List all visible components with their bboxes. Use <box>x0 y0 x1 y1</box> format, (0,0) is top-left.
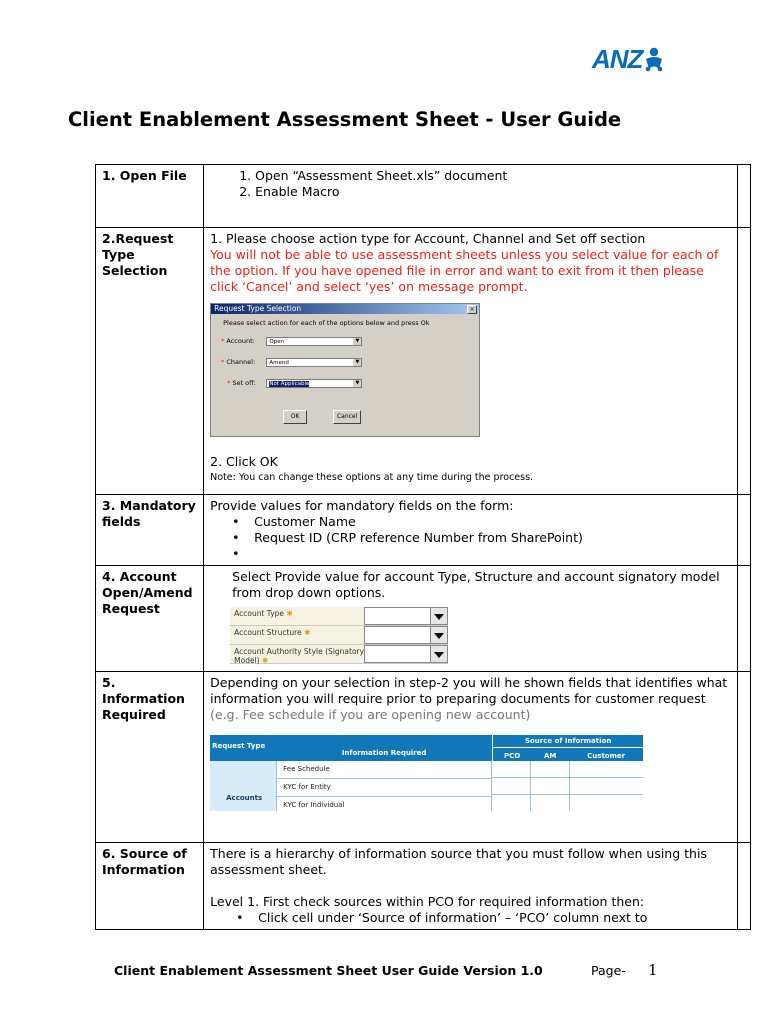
ok-button[interactable]: OK <box>283 410 307 424</box>
warning-text: You will not be able to use assessment sheets unless you select value for each of the option. If you have opened file in error and want to exit from it then please click ‘Cancel’ and select ‘yes’ on message prompt. <box>210 247 719 294</box>
row-source <box>96 843 751 930</box>
field-label <box>230 607 364 625</box>
list-item <box>254 546 731 562</box>
table-body <box>210 761 643 811</box>
group-cell <box>210 761 276 811</box>
table-header <box>210 735 643 761</box>
account-type-select[interactable] <box>364 607 448 625</box>
row-margin-cell <box>737 228 750 495</box>
dropdown-arrow-icon <box>430 627 447 643</box>
required-star: * <box>221 337 225 345</box>
items-column <box>276 761 491 811</box>
field-label <box>230 645 364 663</box>
required-icon: ✱ <box>304 628 311 637</box>
source-list <box>210 910 731 926</box>
logo-text: ANZ <box>592 44 643 74</box>
request-type-dialog <box>210 303 480 437</box>
row-margin-cell <box>737 165 750 228</box>
dropdown-arrow-icon: ▼ <box>353 338 361 345</box>
dropdown-arrow-icon: ▼ <box>353 359 361 366</box>
field-label-text: Account Structure <box>234 628 302 637</box>
list-item: • Customer Name <box>254 514 731 530</box>
mandatory-list <box>210 514 731 562</box>
paragraph: Level 1. First check sources within PCO for required information then: <box>210 894 645 909</box>
paragraph: There is a hierarchy of information source that you must follow when using this assessment sheet. <box>210 846 707 877</box>
dialog-field-account <box>221 336 362 346</box>
dropdown-arrow-icon <box>430 608 447 624</box>
col-source <box>492 735 643 761</box>
col-source-title: Source of Information <box>493 735 643 748</box>
dropdown-arrow-icon <box>430 646 447 662</box>
row-margin-cell <box>737 843 750 930</box>
table-row: KYC for Individual <box>277 797 491 811</box>
field-label-text: Account Authority Style (Signatory Model) <box>234 647 365 665</box>
account-structure-row <box>230 626 448 645</box>
row-label: 1. Open File <box>96 165 204 228</box>
required-star: * <box>221 358 225 366</box>
row-content <box>204 165 738 228</box>
required-icon: ✱ <box>286 609 293 618</box>
footer-text: Client Enablement Assessment Sheet User Guide Version 1.0 <box>114 963 543 978</box>
footer-page-label: Page- <box>591 963 626 978</box>
field-label: Channel: <box>226 358 256 366</box>
row-content <box>204 566 738 672</box>
cancel-button[interactable]: Cancel <box>333 410 361 424</box>
table-row: Fee Schedule <box>277 761 491 779</box>
example-text: (e.g. Fee schedule if you are opening new account) <box>210 707 531 722</box>
row-margin-cell <box>737 495 750 566</box>
step-text: 2. Click OK <box>210 454 278 469</box>
account-authority-row <box>230 645 448 664</box>
customer-cell[interactable] <box>569 761 643 811</box>
account-form <box>230 607 448 664</box>
row-open-file <box>96 165 751 228</box>
dropdown-arrow-icon: ▼ <box>353 380 361 387</box>
anz-logo <box>592 44 665 75</box>
row-content <box>204 672 738 843</box>
field-label <box>230 626 364 644</box>
col-customer: Customer <box>587 752 626 760</box>
list-item: • Click cell under ‘Source of information’ – ‘PCO’ column next to <box>258 910 731 926</box>
note-text: Note: You can change these options at any time during the process. <box>210 472 534 483</box>
pco-cell[interactable] <box>491 761 530 811</box>
setoff-select[interactable] <box>266 379 362 388</box>
dialog-field-channel <box>221 357 362 367</box>
select-value: Open <box>269 338 285 345</box>
dialog-field-setoff <box>227 378 362 388</box>
col-information-required: Information Required <box>341 749 427 757</box>
row-margin-cell <box>737 566 750 672</box>
required-star: * <box>227 379 231 387</box>
row-request-type <box>96 228 751 495</box>
required-icon: ✱ <box>261 656 269 665</box>
row-label: 5. Information Required <box>96 672 204 843</box>
am-cell[interactable] <box>530 761 569 811</box>
page-number: 1 <box>648 961 658 979</box>
col-request-type: Request Type <box>212 742 266 750</box>
row-content <box>204 843 738 930</box>
row-margin-cell <box>737 672 750 843</box>
list-item: 2. Enable Macro <box>255 184 731 200</box>
group-label: Accounts <box>226 794 263 802</box>
list-item: 1. Open “Assessment Sheet.xls” document <box>255 168 731 184</box>
account-select[interactable] <box>266 337 362 346</box>
account-authority-select[interactable] <box>364 645 448 663</box>
row-content <box>204 495 738 566</box>
intro-text <box>210 675 731 723</box>
select-value: Not Applicable <box>269 380 310 387</box>
dialog-title <box>211 304 479 314</box>
row-mandatory <box>96 495 751 566</box>
field-label-text: Account Type <box>234 609 285 618</box>
row-label: 6. Source of Information <box>96 843 204 930</box>
select-value: Amend <box>269 359 289 366</box>
anz-people-icon <box>643 47 665 73</box>
information-required-table <box>210 735 643 811</box>
field-label: Set off: <box>232 379 256 387</box>
document-title: Client Enablement Assessment Sheet - User Guide <box>68 108 622 131</box>
intro-main: Depending on your selection in step-2 you will he shown fields that identifies what information you will require prior to preparing documents for customer request <box>210 675 728 706</box>
intro-text: Select Provide value for account Type, Structure and account signatory model from drop down options. <box>232 569 720 600</box>
channel-select[interactable] <box>266 358 362 367</box>
account-type-row <box>230 607 448 626</box>
intro-text: Provide values for mandatory fields on the form: <box>210 498 514 513</box>
account-structure-select[interactable] <box>364 626 448 644</box>
row-account <box>96 566 751 672</box>
table-row: KYC for Entity <box>277 779 491 797</box>
instruction-text: 1. Please choose action type for Account, Channel and Set off section <box>210 231 646 246</box>
list-item: • Request ID (CRP reference Number from SharePoint) <box>254 530 731 546</box>
row-info-required <box>96 672 751 843</box>
row-label: 3. Mandatory fields <box>96 495 204 566</box>
row-label: 4. Account Open/Amend Request <box>96 566 204 672</box>
close-icon[interactable]: × <box>467 305 477 314</box>
open-file-steps <box>210 168 731 200</box>
col-pco: PCO <box>504 752 521 760</box>
dialog-instruction: Please select action for each of the options below and press Ok <box>223 319 430 327</box>
col-am: AM <box>543 752 557 760</box>
guide-table <box>95 164 751 930</box>
row-content <box>204 228 738 495</box>
field-label: Account: <box>226 337 255 345</box>
source-cells <box>491 761 643 811</box>
dialog-title-text: Request Type Selection <box>214 304 302 313</box>
row-label: 2.Request Type Selection <box>96 228 204 495</box>
